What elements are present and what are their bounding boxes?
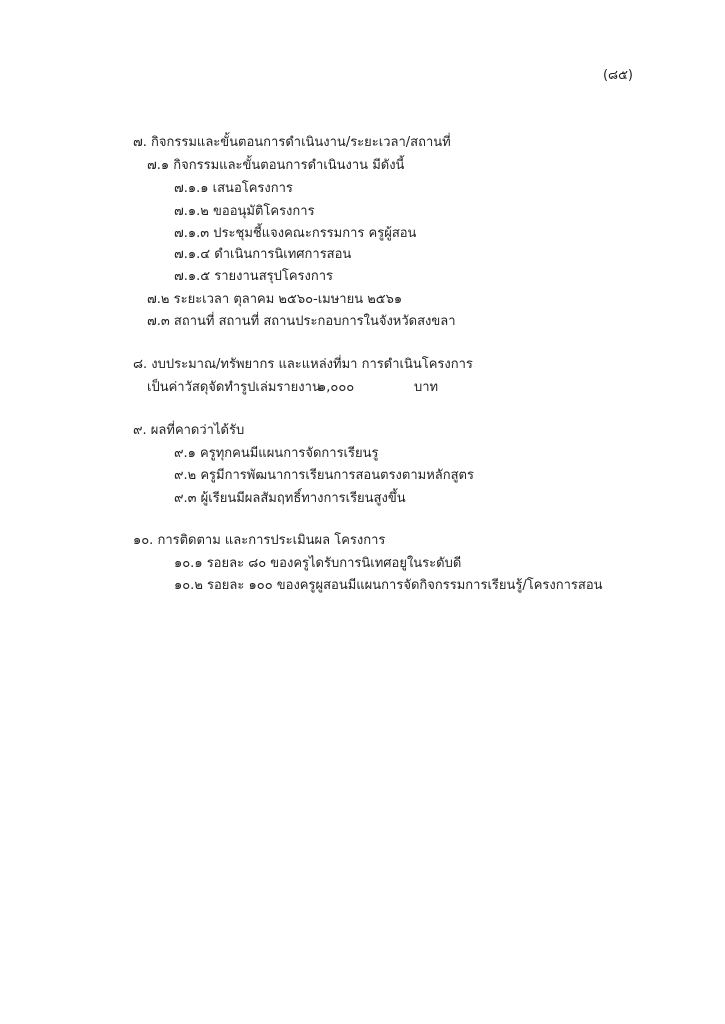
budget-unit: บาท (414, 380, 439, 395)
section-8-heading: ๘. งบประมาณ/ทรัพยากร และแหล่งที่มา การดำเนินโครงการ (133, 357, 473, 372)
section-7-2: ๗.๒ ระยะเวลา ตุลาคม ๒๕๖๐-เมษายน ๒๕๖๑ (147, 292, 403, 307)
page-number: (๘๕) (602, 68, 633, 83)
section-7-1-heading: ๗.๑ กิจกรรมและขั้นตอนการดำเนินงาน มีดังนี้ (147, 158, 405, 173)
section-7-1-3: ๗.๑.๓ ประชุมชี้แจงคณะกรรมการ ครูผู้สอน (174, 226, 417, 241)
section-9-2: ๙.๒ ครูมีการพัฒนาการเรียนการสอนตรงตามหลักสูตร (174, 468, 474, 483)
section-10-2: ๑๐.๒ รอยละ ๑๐๐ ของครูผูสอนมีแผนการจัดกิจกรรมการเรียนรู้/โครงการสอน (174, 578, 603, 593)
section-9-heading: ๙. ผลที่คาดว่าได้รับ (133, 423, 245, 438)
section-9-1: ๙.๑ ครูทุกคนมีแผนการจัดการเรียนรู (174, 446, 379, 461)
section-9-3: ๙.๓ ผู้เรียนมีผลสัมฤทธิ์ทางการเรียนสูงขึ้น (174, 491, 406, 506)
section-7-1-2: ๗.๑.๒ ขออนุมัติโครงการ (174, 204, 315, 219)
budget-item-label: เป็นค่าวัสดุจัดทำรูปเล่มรายงาน (147, 380, 321, 395)
section-7-3: ๗.๓ สถานที่ สถานที่ สถานประกอบการในจังหวัดสงขลา (147, 314, 456, 329)
budget-amount: ๑,๐๐๐ (318, 380, 355, 395)
section-7-1-1: ๗.๑.๑ เสนอโครงการ (174, 181, 293, 196)
section-7-heading: ๗. กิจกรรมและขั้นตอนการดำเนินงาน/ระยะเวลา/สถานที่ (133, 135, 451, 150)
section-7-1-4: ๗.๑.๔ ดำเนินการนิเทศการสอน (174, 247, 352, 262)
section-10-heading: ๑๐. การติดตาม และการประเมินผล โครงการ (133, 533, 386, 548)
section-7-1-5: ๗.๑.๕ รายงานสรุปโครงการ (174, 269, 334, 284)
section-10-1: ๑๐.๑ รอยละ ๘๐ ของครูไดรับการนิเทศอยูในระดับดี (174, 556, 462, 571)
